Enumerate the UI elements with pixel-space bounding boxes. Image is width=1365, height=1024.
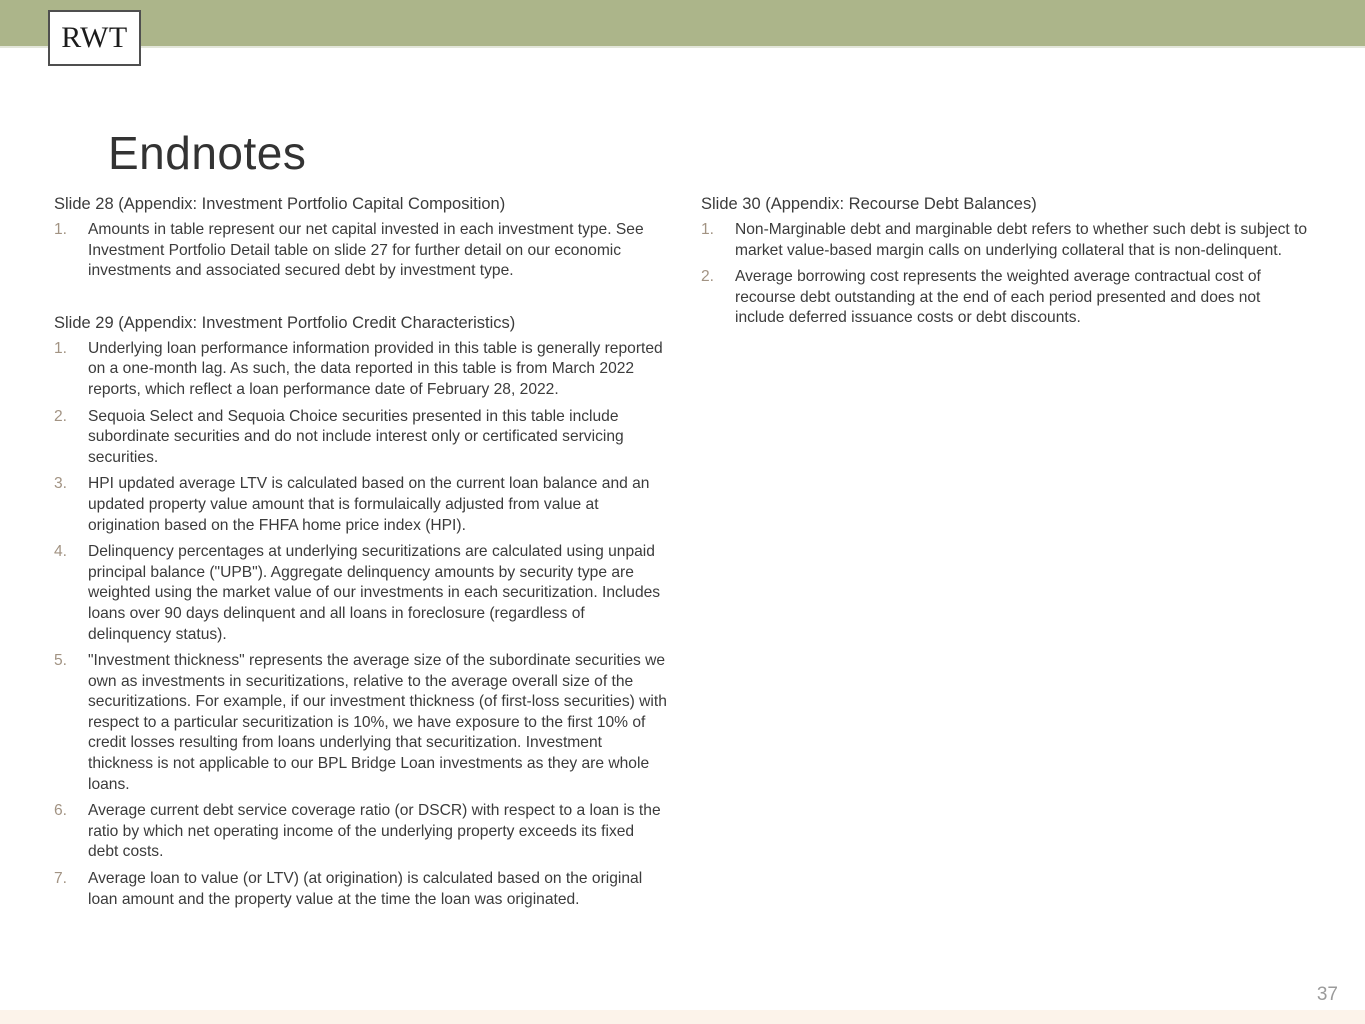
endnote-text: HPI updated average LTV is calculated based on the current loan balance and an updated property value amount that is formulaically adjusted from value at origination based on the FHFA home price index (HPI). <box>88 475 650 534</box>
endnote-item <box>701 220 1310 261</box>
endnote-item <box>54 651 668 795</box>
top-banner <box>0 0 1365 48</box>
endnote-text: "Investment thickness" represents the average size of the subordinate securities we own as investments in securitizations, relative to the average overall size of the securitizations. For example, if our investment thickness (of first-loss securities) with respect to a particular securitization is 10%, we have exposure to the first 10% of credit losses resulting from loans underlying that securitization. Investment thickness is not applicable to our BPL Bridge Loan investments as they are whole loans. <box>88 652 667 793</box>
endnote-item <box>701 267 1310 329</box>
endnote-list <box>54 339 668 910</box>
logo-text: RWT <box>61 21 128 54</box>
endnote-item <box>54 474 668 536</box>
section-slide-30 <box>701 194 1310 329</box>
endnote-number: 7. <box>54 870 68 888</box>
endnote-list <box>54 220 668 282</box>
section-slide-29 <box>54 313 668 910</box>
endnote-item <box>54 801 668 863</box>
endnote-number: 1. <box>701 221 715 238</box>
section-heading: Slide 28 (Appendix: Investment Portfolio Capital Composition) <box>54 195 506 213</box>
section-heading: Slide 30 (Appendix: Recourse Debt Balances) <box>701 195 1037 213</box>
endnote-number: 3. <box>54 475 68 493</box>
endnote-text: Sequoia Select and Sequoia Choice securities presented in this table include subordinate securities and do not include interest only or certificated servicing securities. <box>88 407 624 466</box>
section-slide-28 <box>54 194 668 282</box>
endnote-number: 4. <box>54 543 68 561</box>
endnote-item <box>54 339 668 401</box>
endnote-text: Average current debt service coverage ratio (or DSCR) with respect to a loan is the ratio by which net operating income of the underlying property exceeds its fixed debt costs. <box>88 802 661 861</box>
endnotes-content <box>54 194 1310 916</box>
endnote-text: Average borrowing cost represents the weighted average contractual cost of recourse debt outstanding at the end of each period presented and does not include deferred issuance costs or debt discounts. <box>735 268 1261 327</box>
endnote-item <box>54 542 668 645</box>
endnote-number: 5. <box>54 652 68 670</box>
endnote-item <box>54 220 668 282</box>
bottom-accent-strip <box>0 1010 1365 1024</box>
endnote-number: 6. <box>54 802 68 820</box>
endnote-number: 2. <box>54 407 68 425</box>
endnote-text: Amounts in table represent our net capital invested in each investment type. See Investment Portfolio Detail table on slide 27 for further detail on our economic investments and associated secured debt by investment type. <box>88 221 644 280</box>
left-column <box>54 194 668 916</box>
endnote-item <box>54 869 668 910</box>
page-number: 37 <box>1316 984 1338 1005</box>
endnote-text: Delinquency percentages at underlying securitizations are calculated using unpaid principal balance ("UPB"). Aggregate delinquency amounts by security type are weighted using the market value of our investments in each securitization. Includes loans over 90 days delinquent and all loans in foreclosure (regardless of delinquency status). <box>88 543 661 643</box>
endnote-list <box>701 220 1310 329</box>
endnote-text: Average loan to value (or LTV) (at origination) is calculated based on the original loan amount and the property value at the time the loan was originated. <box>88 870 643 908</box>
endnote-text: Underlying loan performance information provided in this table is generally reported on a one-month lag. As such, the data reported in this table is from March 2022 reports, which reflect a loan performance date of February 28, 2022. <box>88 339 663 398</box>
company-logo <box>48 10 141 66</box>
right-column <box>701 194 1310 916</box>
endnote-number: 1. <box>54 221 68 238</box>
page-title: Endnotes <box>108 127 307 179</box>
endnote-number: 1. <box>54 339 68 357</box>
endnote-item <box>54 407 668 469</box>
endnote-number: 2. <box>701 268 715 286</box>
section-heading: Slide 29 (Appendix: Investment Portfolio Credit Characteristics) <box>54 313 516 332</box>
endnote-text: Non-Marginable debt and marginable debt refers to whether such debt is subject to market value-based margin calls on underlying collateral that is non-delinquent. <box>735 221 1308 259</box>
